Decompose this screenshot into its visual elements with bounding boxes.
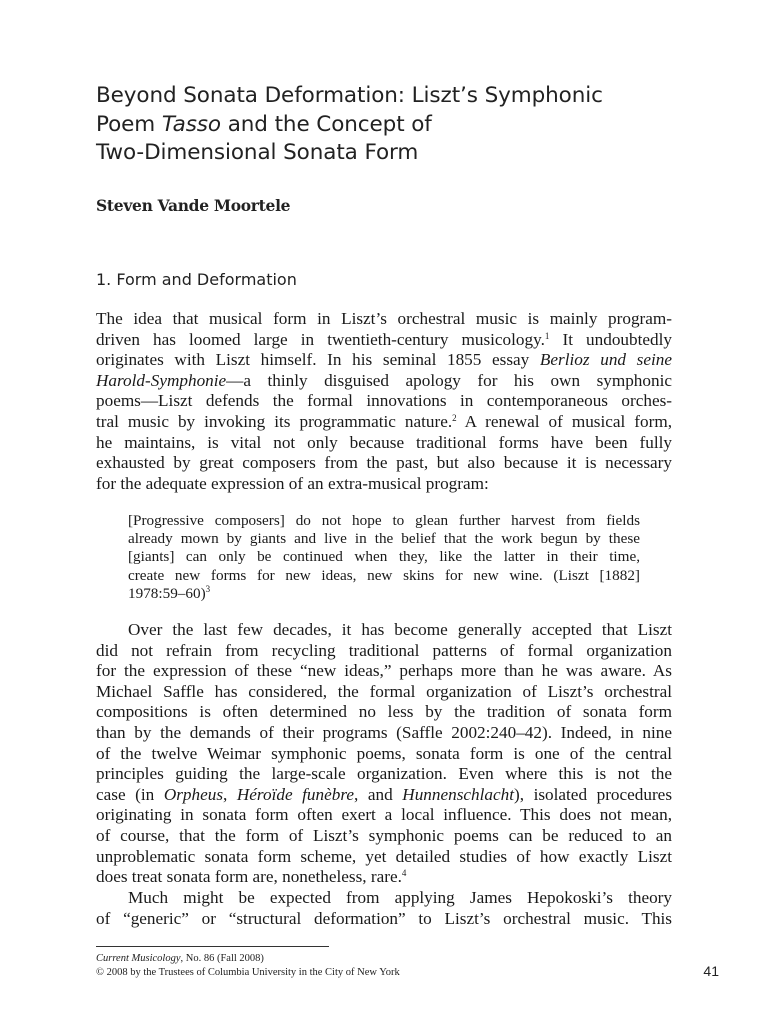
text-line: tral music by invoking its programmatic nature.$^2$ A renewal of musical form,: [96, 411, 672, 431]
text-line: does treat sonata form are, nonetheless, rare.$^4$: [96, 867, 407, 887]
title-italic-tasso: Tasso: [161, 111, 221, 137]
text-line: The idea that musical form in Liszt’s orchestral music is mainly program-: [96, 309, 672, 328]
journal-citation: Current Musicology, No. 86 (Fall 2008): [96, 953, 264, 964]
section-heading: 1. Form and Deformation: [96, 270, 297, 289]
article-title: [96, 82, 696, 168]
footnote-ref-4: 4: [401, 868, 407, 879]
text-line: Michael Saffle has considered, the formal organization of Liszt’s orchestral: [96, 681, 672, 701]
quote-line: [Progressive composers] do not hope to glean further harvest from fields: [128, 512, 640, 529]
title-line-3: Two-Dimensional Sonata Form: [96, 140, 419, 165]
quote-line: already mown by giants and live in the belief that the work begun by these: [128, 530, 640, 548]
text-line: case (in Orpheus, Héroïde funèbre, and Hunnenschlacht), isolated procedures: [96, 784, 673, 804]
quote-line: create new forms for new ideas, new skins for new wine. (Liszt [1882]: [128, 566, 640, 584]
text-line: exhausted by great composers from the past, but also because it is necessary: [96, 453, 672, 473]
text-line: Harold-Symphonie—a thinly disguised apology for his own symphonic: [96, 370, 672, 390]
footnote-ref-2: 2: [452, 412, 457, 423]
paragraph-1: [96, 309, 672, 494]
text-line: Much might be expected from applying James Hepokoski’s theory: [128, 888, 672, 907]
text-line: poems—Liszt defends the formal innovations in contemporaneous orches-: [96, 391, 672, 411]
text-line: did not refrain from recycling traditional patterns of formal organization: [96, 640, 672, 660]
paragraph-3: [96, 888, 672, 929]
paragraph-2: [96, 620, 672, 888]
title-line-1: Beyond Sonata Deformation: Liszt’s Symphonic: [96, 83, 603, 108]
author-name: Steven Vande Moortele: [96, 196, 291, 215]
text-line: for the expression of these “new ideas,” perhaps more than he was aware. As: [96, 661, 672, 681]
text-line: he maintains, is vital not only because traditional forms have been fully: [96, 432, 672, 452]
block-quote: [128, 512, 640, 603]
text-line: originating in sonata form often exert a local influence. This does not mean,: [96, 805, 672, 825]
text-line: unproblematic sonata form scheme, yet detailed studies of how exactly Liszt: [96, 846, 672, 866]
text-line: originates with Liszt himself. In his seminal 1855 essay Berlioz und seine: [96, 350, 672, 370]
copyright-notice: © 2008 by the Trustees of Columbia University in the City of New York: [96, 967, 400, 978]
text-line: than by the demands of their programs (Saffle 2002:240–42). Indeed, in nine: [96, 722, 672, 742]
title-line-2: Poem Tasso and the Concept of: [96, 111, 432, 137]
text-line: Over the last few decades, it has become generally accepted that Liszt: [128, 620, 672, 639]
footnote-ref-1: 1: [544, 330, 550, 341]
text-line: principles guiding the large-scale organization. Even where this is not the: [96, 764, 672, 784]
text-line: for the adequate expression of an extra-musical program:: [96, 473, 489, 493]
text-line: of the twelve Weimar symphonic poems, sonata form is one of the central: [96, 743, 672, 763]
text-line: of “generic” or “structural deformation” to Liszt’s orchestral music. This: [96, 908, 672, 928]
text-line: compositions is often determined no less by the tradition of sonata form: [96, 702, 672, 722]
quote-line: 1978:59–60)$^3$: [128, 583, 211, 602]
text-line: driven has loomed large in twentieth-century musicology.$^1$ It undoubtedly: [96, 329, 672, 349]
quote-line: [giants] can only be continued when they, like the latter in their time,: [128, 548, 640, 566]
footnote-ref-3: 3: [205, 583, 211, 594]
page-number: 41: [703, 963, 719, 979]
text-line: of course, that the form of Liszt’s symphonic poems can be reduced to an: [96, 825, 672, 845]
footer-rule: [96, 946, 329, 947]
